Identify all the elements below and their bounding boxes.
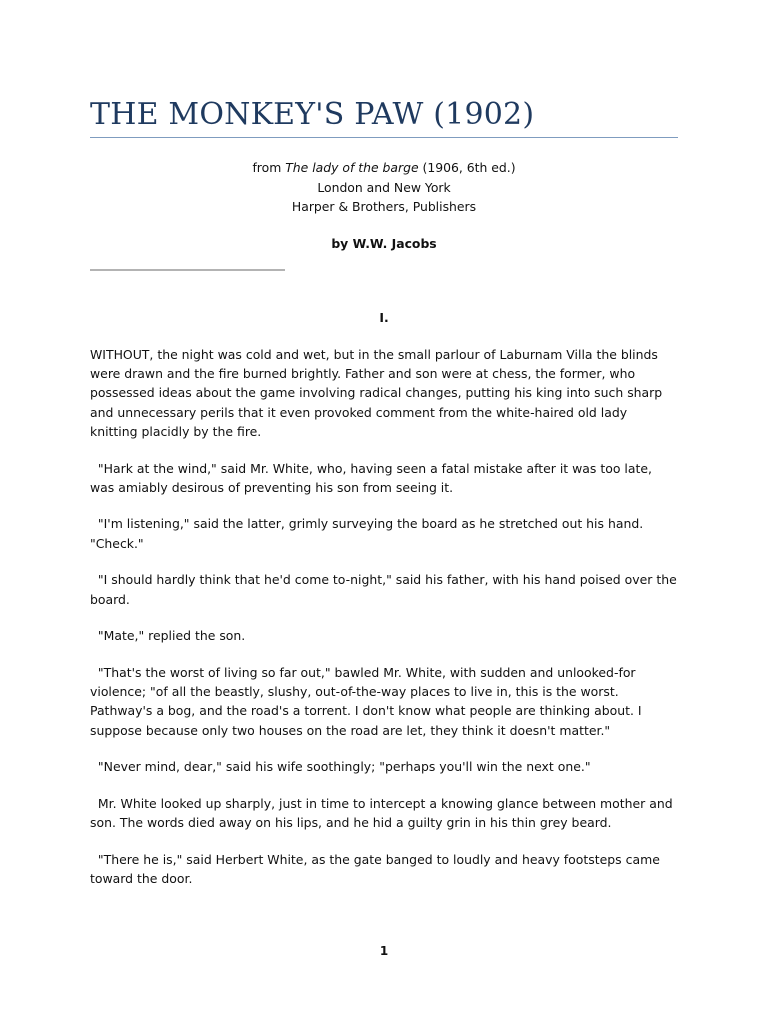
title-underline [90,137,678,138]
paragraph: "Hark at the wind," said Mr. White, who, having seen a fatal mistake after it was too late, was amiably desirous of preventing his son from seeing it. [90,460,656,495]
author-line: by W.W. Jacobs [331,236,437,251]
paragraph: Mr. White looked up sharply, just in time to intercept a knowing glance between mother and son. The words died away on his lips, and he hid a guilty grin in his thin grey beard. [90,795,677,831]
source-edition: (1906, 6th ed.) [418,160,516,175]
book-title: The lady of the barge [285,160,419,175]
paragraph: WITHOUT, the night was cold and wet, but in the small parlour of Laburnam Villa the blinds were drawn and the fire burned brightly. Father and son were at chess, the former, who possessed ideas about the game involving radical changes, putting his king into such sharp and unnecessary perils that it even provoked comment from the white-haired old lady knitting placidly by the fire. [90,347,667,439]
story-body [90,345,681,906]
section-divider [90,269,285,271]
source-line [90,158,678,178]
source-citation [90,158,678,217]
source-from-prefix: from [252,160,286,175]
page-number: 1 [379,944,389,958]
paragraph: "Mate," replied the son. [90,628,246,644]
paragraph: "Never mind, dear," said his wife soothingly; "perhaps you'll win the next one." [90,759,591,775]
paragraph: "I should hardly think that he'd come to-night," said his father, with his hand poised over the board. [90,572,681,607]
paragraph: "I'm listening," said the latter, grimly surveying the board as he stretched out his hand. "Check." [90,516,648,551]
document-title: THE MONKEY'S PAW (1902) [90,97,535,132]
paragraph: "There he is," said Herbert White, as the gate banged to loudly and heavy footsteps came toward the door. [90,851,664,887]
source-publisher: Harper & Brothers, Publishers [291,199,477,214]
paragraph: "That's the worst of living so far out," bawled Mr. White, with sudden and unlooked-for violence; "of all the beastly, slushy, out-of-the-way places to live in, this is the worst. Pathway's a bog, and the road's a torrent. I don't know what people are thinking about. I suppose because only two houses on the road are let, they think it doesn't matter." [90,664,646,738]
source-place: London and New York [317,179,451,195]
section-heading: I. [379,310,389,325]
